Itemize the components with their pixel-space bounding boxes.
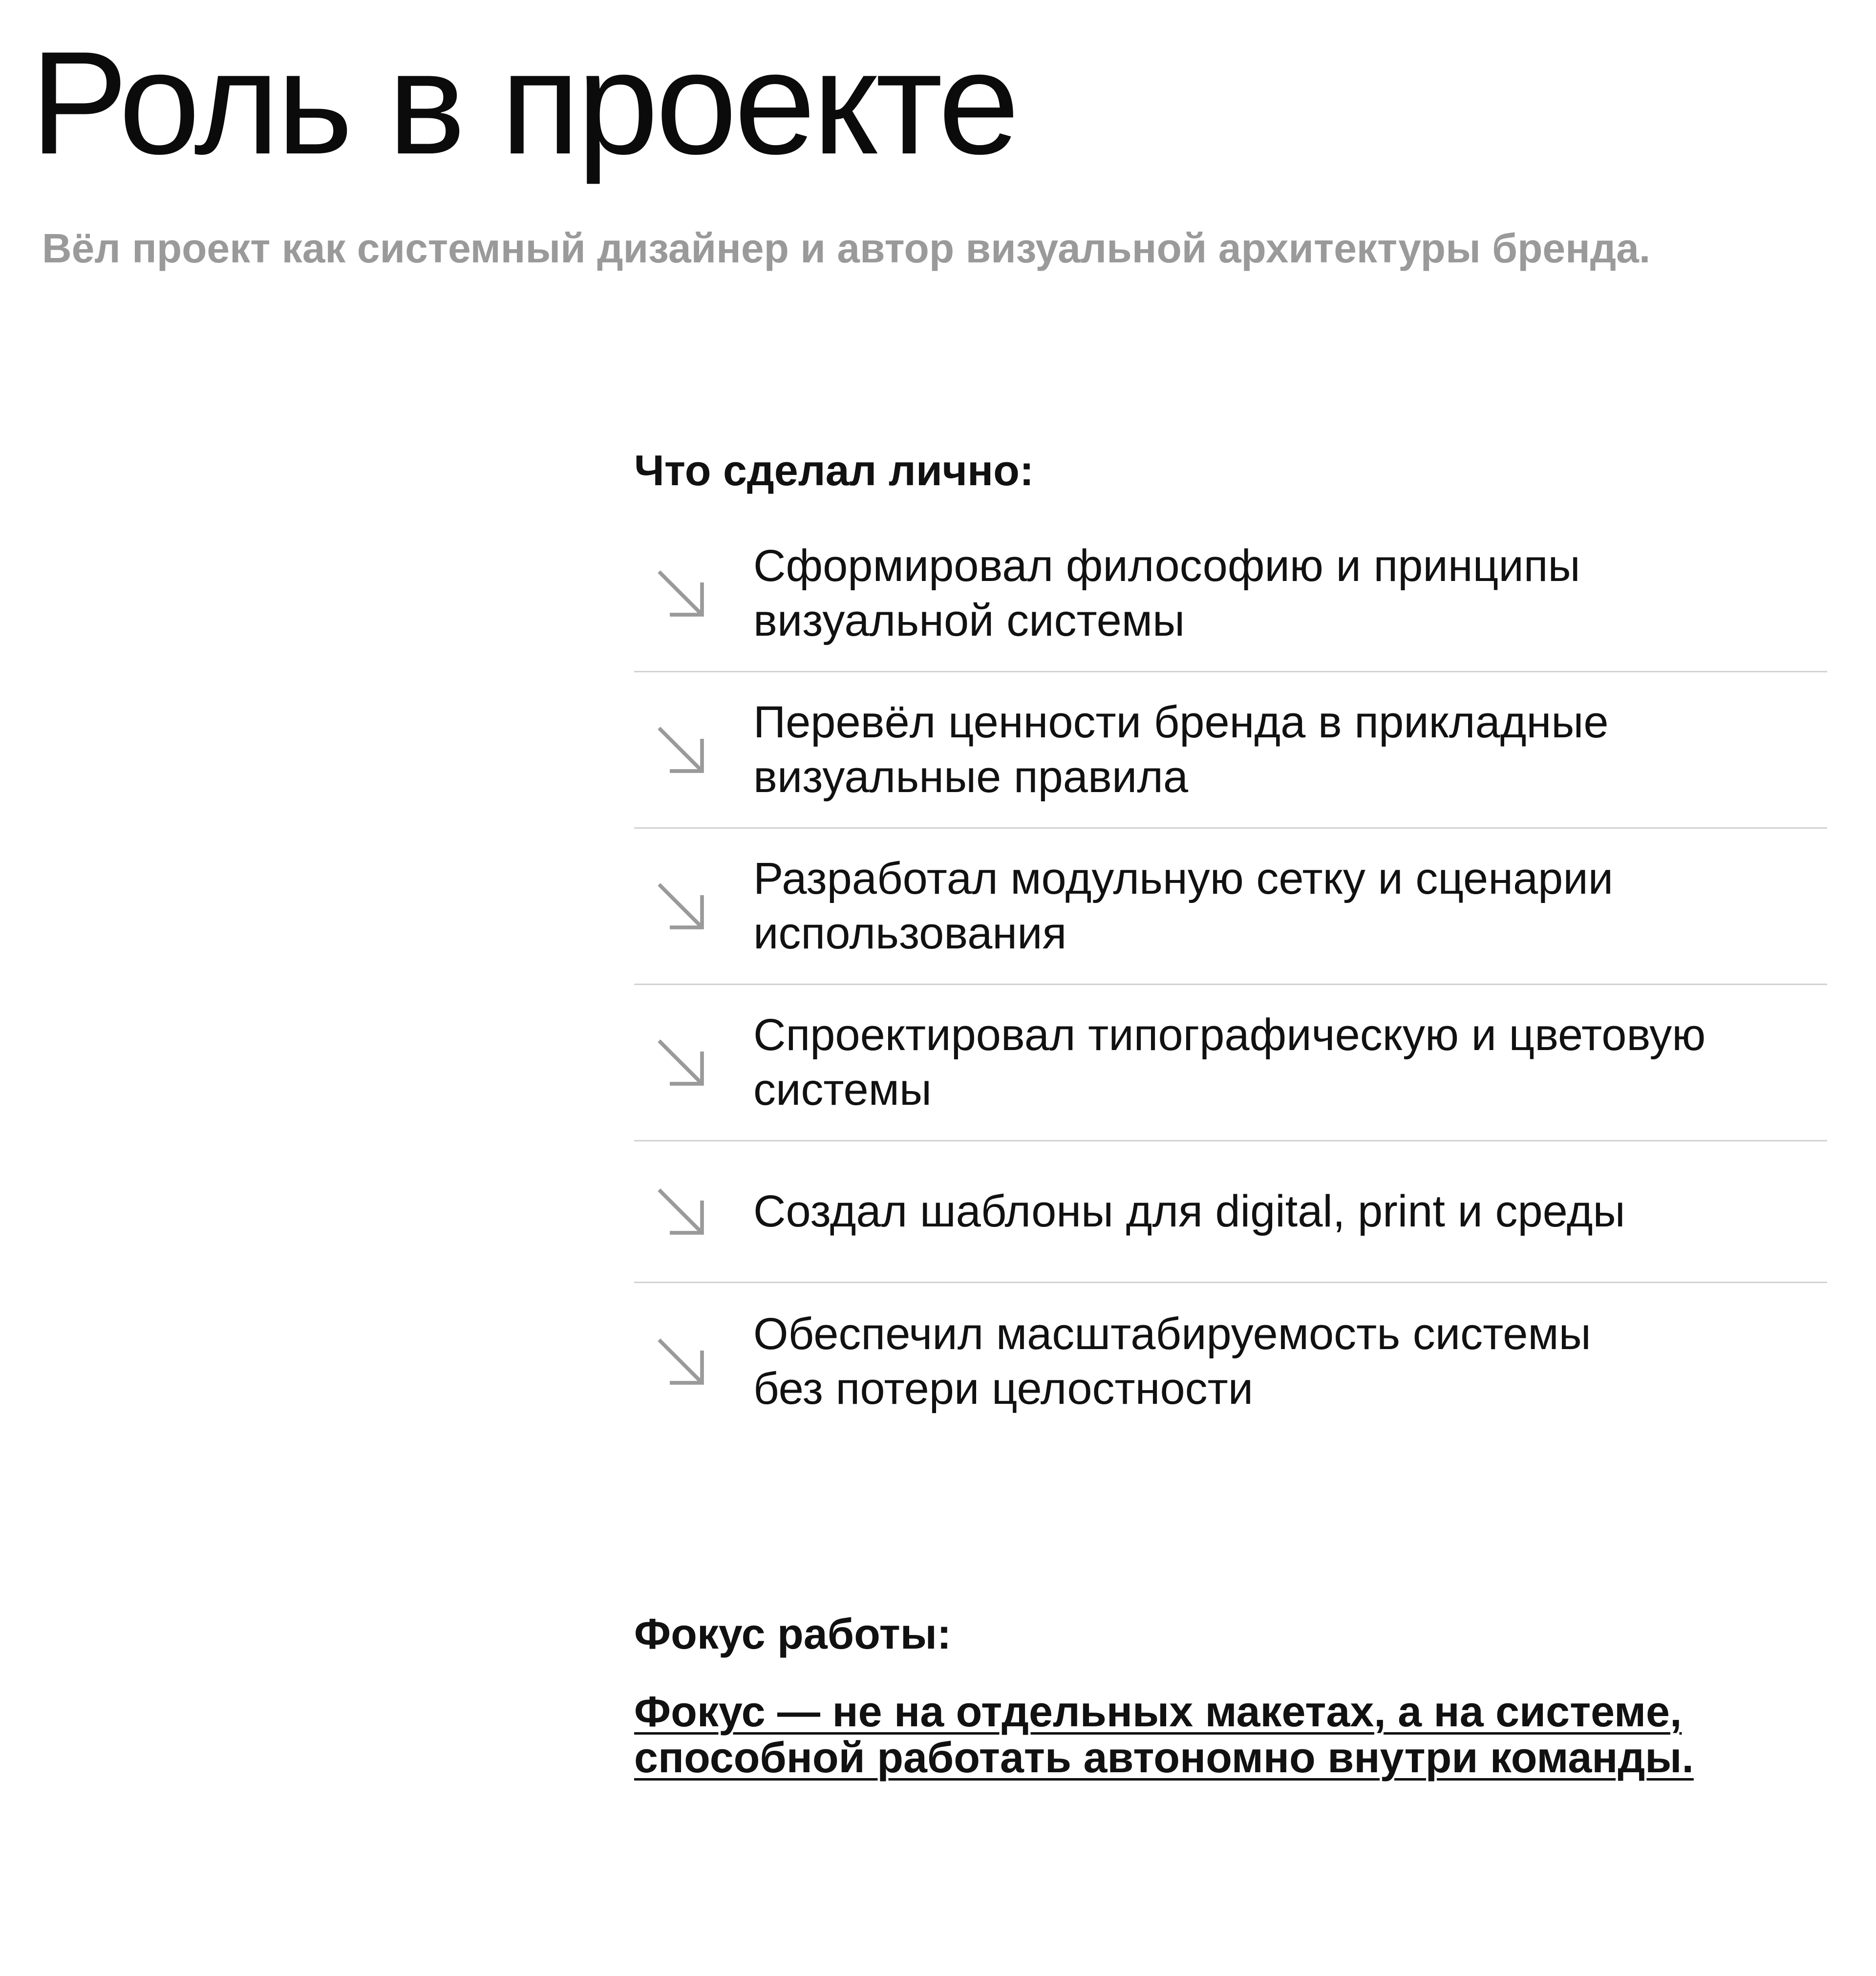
list-item-text: Обеспечил масштабируемость системы без потери целостности [753,1309,1591,1414]
list-item [634,1283,1827,1439]
list-item [634,516,1827,672]
focus-section-heading: Фокус работы: [634,1609,952,1658]
list-item [634,672,1827,829]
focus-text: Фокус — не на отдельных макетах, а на системе, способной работать автономно внутри команды. [634,1687,1694,1782]
arrow-down-right-icon [654,879,707,933]
arrow-down-right-icon [654,1334,707,1388]
list-item [634,829,1827,985]
list-item [634,985,1827,1141]
list-item-text: Разработал модульную сетку и сценарии использования [753,854,1614,959]
list-item-text: Спроектировал типографическую и цветовую системы [753,1010,1706,1115]
list-item-text: Перевёл ценности бренда в прикладные визуальные правила [753,697,1609,802]
arrow-down-right-icon [654,1184,707,1238]
list-item [634,1141,1827,1283]
role-content [634,445,1827,1781]
page-title: Роль в проекте [30,21,1017,185]
did-section-heading: Что сделал лично: [634,446,1034,494]
arrow-down-right-icon [654,566,707,620]
arrow-down-right-icon [654,1035,707,1089]
list-item-text: Создал шаблоны для digital, print и среды [753,1186,1625,1237]
arrow-down-right-icon [654,723,707,776]
page-subtitle: Вёл проект как системный дизайнер и автор визуальной архитектуры бренда. [42,225,1651,271]
list-item-text: Сформировал философию и принципы визуальной системы [753,541,1580,646]
did-list [634,516,1827,1439]
